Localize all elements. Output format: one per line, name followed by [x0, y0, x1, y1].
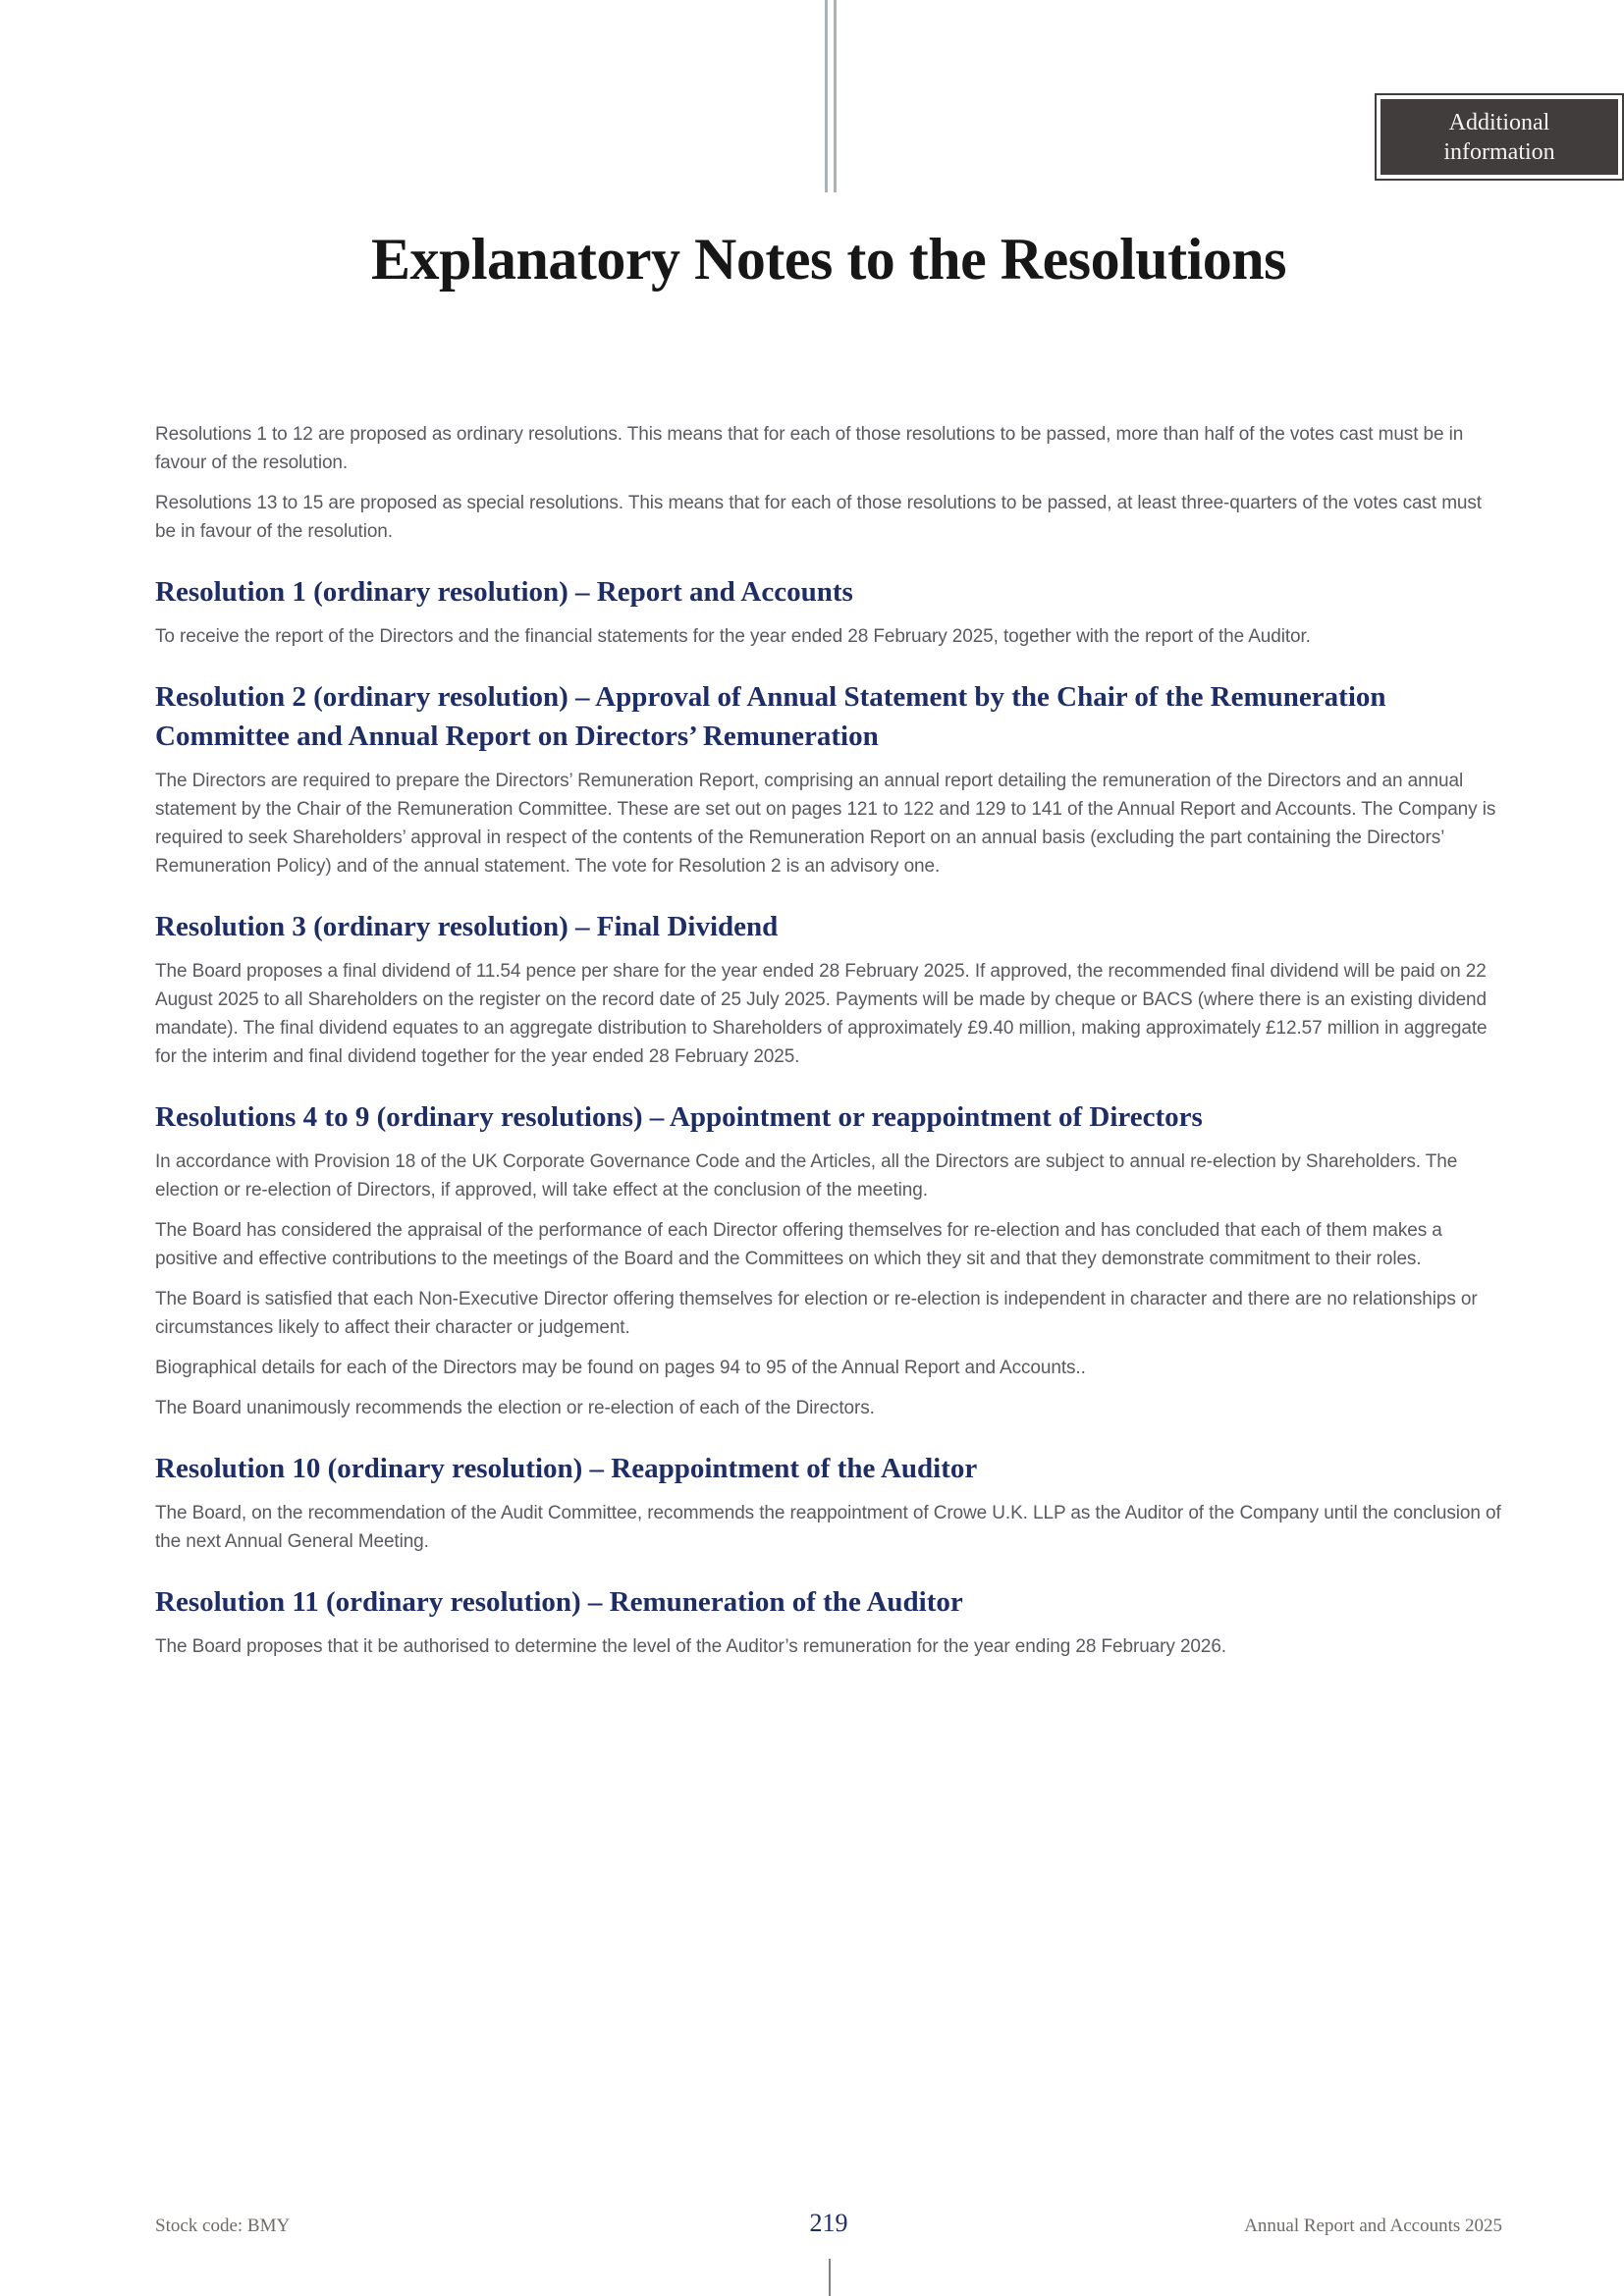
badge-line-1: Additional [1448, 109, 1550, 135]
section-paragraph: The Board is satisfied that each Non-Executive Director offering themselves for election or re-election is independent in character and there are no relationships or circumstances likely to affect their character or judgement. [155, 1289, 1478, 1338]
footer-page-number: 219 [809, 2209, 848, 2237]
section-resolution-10 [155, 1449, 1502, 1556]
additional-information-tab-label [1380, 99, 1618, 175]
section-paragraph: The Board, on the recommendation of the Audit Committee, recommends the reappointment of Crowe U.K. LLP as the Auditor of the Company until the conclusion of the next Annual General Meeting. [155, 1503, 1501, 1552]
badge-line-2: information [1443, 138, 1555, 165]
footer-stock-code: Stock code: BMY [155, 2216, 291, 2236]
intro-paragraph: Resolutions 1 to 12 are proposed as ordinary resolutions. This means that for each of those resolutions to be passed, more than half of the votes cast must be in favour of the resolution. [155, 424, 1464, 473]
section-heading: Resolution 3 (ordinary resolution) – Final Dividend [155, 911, 779, 942]
section-resolution-2 [155, 677, 1502, 881]
section-heading: Resolutions 4 to 9 (ordinary resolutions) – Appointment or reappointment of Directors [155, 1101, 1203, 1133]
section-heading: Resolution 2 (ordinary resolution) – Approval of Annual Statement by the Chair of the Remuneration Committee and Annual Report on Directors’ Remuneration [155, 681, 1386, 752]
section-paragraph: The Directors are required to prepare the Directors’ Remuneration Report, comprising an annual report detailing the remuneration of the Directors and an annual statement by the Chair of the Remuneration Committee. These are set out on pages 121 to 122 and 129 to 141 of the Annual Report and Accounts. The Company is required to seek Shareholders’ approval in respect of the contents of the Remuneration Report on an annual basis (excluding the part containing the Directors’ Remuneration Policy) and of the annual statement. The vote for Resolution 2 is an advisory one. [155, 771, 1496, 877]
section-paragraph: The Board unanimously recommends the election or re-election of each of the Directors. [155, 1398, 875, 1418]
section-resolution-1 [155, 572, 1502, 651]
page-footer [155, 2209, 1502, 2238]
section-heading: Resolution 11 (ordinary resolution) – Remuneration of the Auditor [155, 1586, 963, 1618]
section-paragraph: Biographical details for each of the Directors may be found on pages 94 to 95 of the Annual Report and Accounts.. [155, 1358, 1086, 1378]
section-resolutions-4-to-9 [155, 1097, 1502, 1422]
intro-paragraphs [155, 420, 1502, 546]
bottom-crop-mark [829, 2259, 831, 2296]
section-paragraph: The Board proposes a final dividend of 11.54 pence per share for the year ended 28 February 2025. If approved, the recommended final dividend will be paid on 22 August 2025 to all Shareholders on the register on the record date of 25 July 2025. Payments will be made by cheque or BACS (where there is an existing dividend mandate). The final dividend equates to an aggregate distribution to Shareholders of approximately £9.40 million, making approximately £12.57 million in aggregate for the interim and final dividend together for the year ended 28 February 2025. [155, 961, 1488, 1067]
section-resolution-11 [155, 1582, 1502, 1661]
section-paragraph: The Board proposes that it be authorised to determine the level of the Auditor’s remuneration for the year ending 28 February 2026. [155, 1636, 1226, 1657]
section-heading: Resolution 1 (ordinary resolution) – Report and Accounts [155, 576, 853, 608]
section-paragraph: To receive the report of the Directors and the financial statements for the year ended 28 February 2025, together with the report of the Auditor. [155, 626, 1311, 647]
top-crop-mark [825, 0, 837, 192]
intro-paragraph: Resolutions 13 to 15 are proposed as special resolutions. This means that for each of those resolutions to be passed, at least three-quarters of the votes cast must be in favour of the resolution. [155, 493, 1482, 542]
section-paragraph: In accordance with Provision 18 of the UK Corporate Governance Code and the Articles, all the Directors are subject to annual re-election by Shareholders. The election or re-election of Directors, if approved, will take effect at the conclusion of the meeting. [155, 1151, 1458, 1201]
section-resolution-3 [155, 907, 1502, 1071]
section-heading: Resolution 10 (ordinary resolution) – Reappointment of the Auditor [155, 1453, 978, 1484]
footer-report-name: Annual Report and Accounts 2025 [1244, 2216, 1502, 2236]
section-paragraph: The Board has considered the appraisal of the performance of each Director offering themselves for re-election and has concluded that each of them makes a positive and effective contributions to the meetings of the Board and the Committees on which they sit and that they demonstrate commitment to their roles. [155, 1220, 1442, 1269]
additional-information-tab [1375, 93, 1624, 181]
page-title: Explanatory Notes to the Resolutions [370, 227, 1286, 292]
